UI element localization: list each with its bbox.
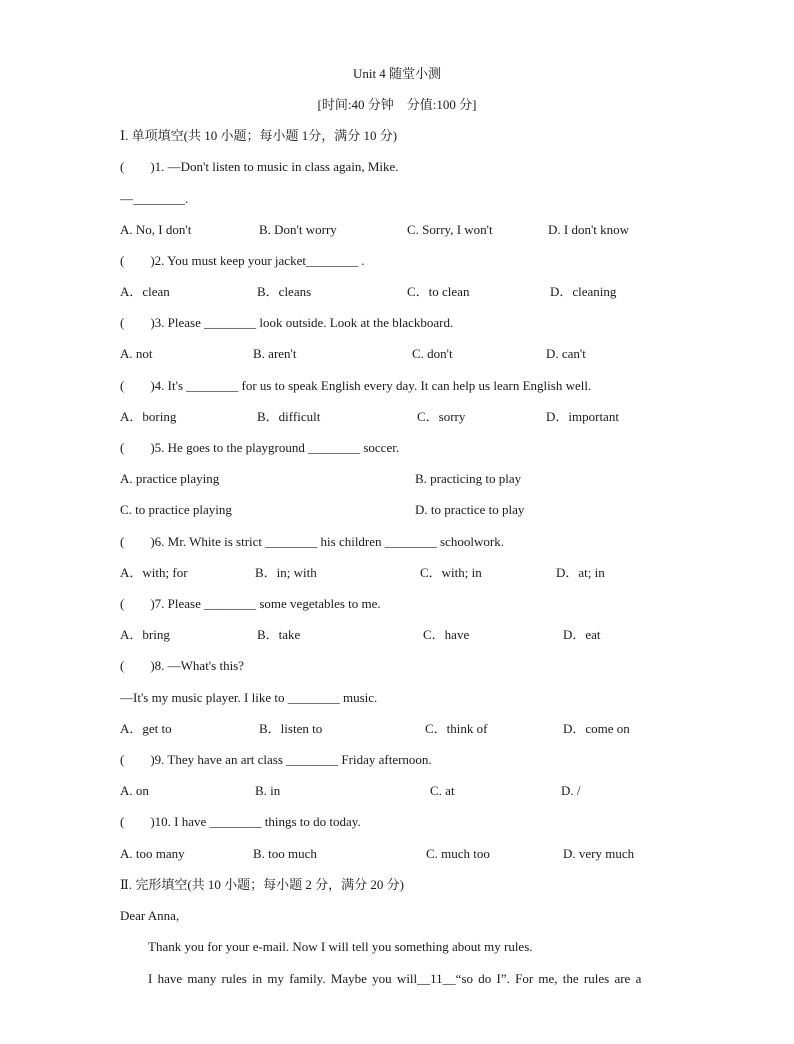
option-b: B．listen to xyxy=(259,721,323,736)
option-d: D．cleaning xyxy=(550,284,617,299)
letter-salutation: Dear Anna, xyxy=(120,908,180,923)
option-a: A．boring xyxy=(120,409,177,424)
option-c: C. at xyxy=(430,783,455,798)
option-b: B. practicing to play xyxy=(415,471,522,486)
option-d: D．come on xyxy=(563,721,630,736)
option-b: B．in; with xyxy=(255,565,317,580)
option-b: B. too much xyxy=(253,846,317,861)
option-d: D. I don't know xyxy=(548,222,630,237)
option-c: C. Sorry, I won't xyxy=(407,222,493,237)
question-4-stem: ( )4. It's ________ for us to speak English every day. It can help us learn English well. xyxy=(120,378,592,393)
option-d: D. to practice to play xyxy=(415,502,525,517)
option-a: A. on xyxy=(120,783,149,798)
page-title: Unit 4 随堂小测 xyxy=(352,66,442,81)
question-5-stem: ( )5. He goes to the playground ________ soccer. xyxy=(120,440,400,455)
option-d: D. very much xyxy=(563,846,635,861)
question-8-dialogue: —It's my music player. I like to ________ music. xyxy=(120,690,378,705)
question-6-stem: ( )6. Mr. White is strict ________ his children ________ schoolwork. xyxy=(120,534,504,549)
option-a: A. not xyxy=(120,346,153,361)
option-c: C. much too xyxy=(426,846,490,861)
option-a: A．get to xyxy=(120,721,172,736)
question-7-stem: ( )7. Please ________ some vegetables to me. xyxy=(120,596,381,611)
question-8-stem: ( )8. —What's this? xyxy=(120,658,245,673)
option-a: A．clean xyxy=(120,284,170,299)
option-b: B. Don't worry xyxy=(259,222,337,237)
question-1-stem: ( )1. —Don't listen to music in class again, Mike. xyxy=(120,159,399,174)
option-b: B. aren't xyxy=(253,346,297,361)
option-d: D. can't xyxy=(546,346,586,361)
option-c: C．to clean xyxy=(407,284,470,299)
section1-heading: Ⅰ. 单项填空(共 10 小题；每小题 1分，满分 10 分) xyxy=(120,128,398,143)
option-a: A．bring xyxy=(120,627,170,642)
question-9-stem: ( )9. They have an art class ________ Friday afternoon. xyxy=(120,752,432,767)
option-d: D. / xyxy=(561,783,581,798)
option-b: B．take xyxy=(257,627,301,642)
option-c: C．think of xyxy=(425,721,488,736)
section2-heading: Ⅱ. 完形填空(共 10 小题；每小题 2 分，满分 20 分) xyxy=(120,877,404,892)
question-10-stem: ( )10. I have ________ things to do today. xyxy=(120,814,361,829)
option-d: D．at; in xyxy=(556,565,605,580)
option-b: B. in xyxy=(255,783,281,798)
page-subtitle: [时间:40 分钟 分值:100 分] xyxy=(317,97,477,112)
question-3-stem: ( )3. Please ________ look outside. Look at the blackboard. xyxy=(120,315,454,330)
option-a: A．with; for xyxy=(120,565,188,580)
letter-paragraph-1: Thank you for your e-mail. Now I will tell you something about my rules. xyxy=(148,939,533,954)
option-c: C. don't xyxy=(412,346,453,361)
option-c: C．sorry xyxy=(417,409,466,424)
option-d: D．important xyxy=(546,409,619,424)
option-b: B．difficult xyxy=(257,409,321,424)
option-c: C．with; in xyxy=(420,565,482,580)
option-c: C. to practice playing xyxy=(120,502,232,517)
option-c: C．have xyxy=(423,627,470,642)
question-2-stem: ( )2. You must keep your jacket________ . xyxy=(120,253,365,268)
option-a: A. too many xyxy=(120,846,185,861)
option-d: D．eat xyxy=(563,627,601,642)
question-1-answer-blank: —________. xyxy=(120,191,189,206)
option-b: B．cleans xyxy=(257,284,312,299)
letter-paragraph-2: I have many rules in my family. Maybe you will__11__“so do I”. For me, the rules are a xyxy=(148,971,642,986)
option-a: A. practice playing xyxy=(120,471,220,486)
option-a: A. No, I don't xyxy=(120,222,192,237)
